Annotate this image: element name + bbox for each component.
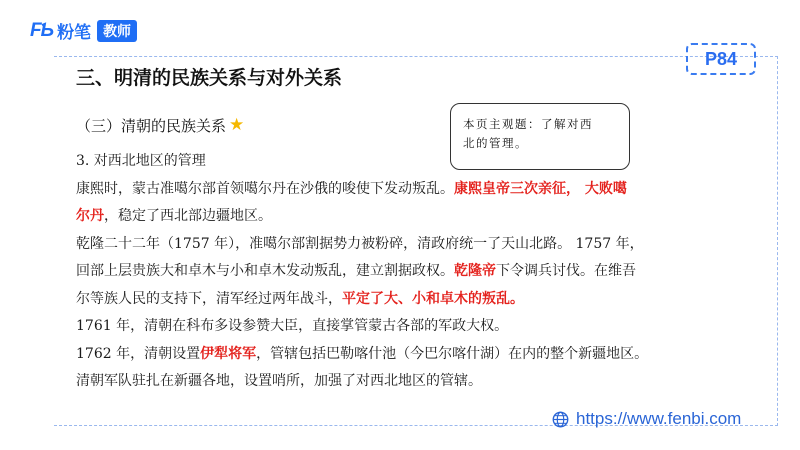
sub-title	[76, 115, 244, 136]
footer-link[interactable]	[552, 409, 741, 429]
highlight-text: 康熙皇帝三次亲征， 大败噶	[454, 180, 627, 197]
paragraph-line	[76, 286, 776, 314]
brand-mark: FƄ	[30, 19, 54, 41]
highlight-text: 伊犁将军	[200, 345, 257, 362]
section-title: 三、明清的民族关系与对外关系	[76, 67, 343, 89]
paragraph-line	[76, 176, 776, 204]
body-text	[76, 148, 776, 396]
paragraph-line: 清朝军队驻扎在新疆各地，设置哨所，加强了对西北地区的管辖。	[76, 373, 482, 389]
highlight-text: 平定了大、小和卓木的叛乱。	[342, 290, 524, 307]
globe-icon	[552, 411, 569, 428]
footer-url[interactable]: https://www.fenbi.com	[576, 409, 742, 428]
brand-logo	[30, 18, 137, 43]
star-icon: ★	[229, 115, 245, 135]
brand-tag: 教师	[97, 20, 137, 42]
content-heading: 3. 对西北地区的管理	[76, 153, 206, 169]
note-line-2: 北的管理。	[463, 136, 528, 150]
text-span: ，稳定了西北部边疆地区。	[104, 208, 272, 224]
paragraph-line: 1761 年，清朝在科布多设参赞大臣，直接掌管蒙古各部的军政大权。	[76, 318, 509, 334]
sub-title-text: （三）清朝的民族关系	[76, 117, 227, 135]
page-number-badge: P84	[686, 43, 756, 75]
highlight-text: 尔丹	[76, 208, 104, 224]
brand-name: 粉笔	[57, 23, 92, 43]
text-span: 康熙时，蒙古准噶尔部首领噶尔丹在沙俄的唆使下发动叛乱。	[76, 180, 454, 197]
paragraph-line: 乾隆二十二年（1757 年），准噶尔部割据势力被粉碎，清政府统一了天山北路。 1757 年，	[76, 235, 644, 252]
paragraph-line	[76, 203, 776, 231]
paragraph-line	[76, 258, 776, 286]
paragraph-line	[76, 341, 776, 369]
text-span: 1762 年，清朝设置	[76, 345, 201, 362]
note-line-1: 本页主观题：了解对西	[463, 117, 593, 131]
text-span: 下令调兵讨伐。在维吾	[496, 263, 636, 279]
text-span: ，管辖包括巴勒喀什池（今巴尔喀什湖）在内的整个新疆地区。	[256, 345, 649, 362]
highlight-text: 乾隆帝	[454, 263, 496, 279]
text-span: 尔等族人民的支持下，清军经过两年战斗，	[76, 290, 342, 307]
text-span: 回部上层贵族大和卓木与小和卓木发动叛乱，建立割据政权。	[76, 263, 454, 279]
